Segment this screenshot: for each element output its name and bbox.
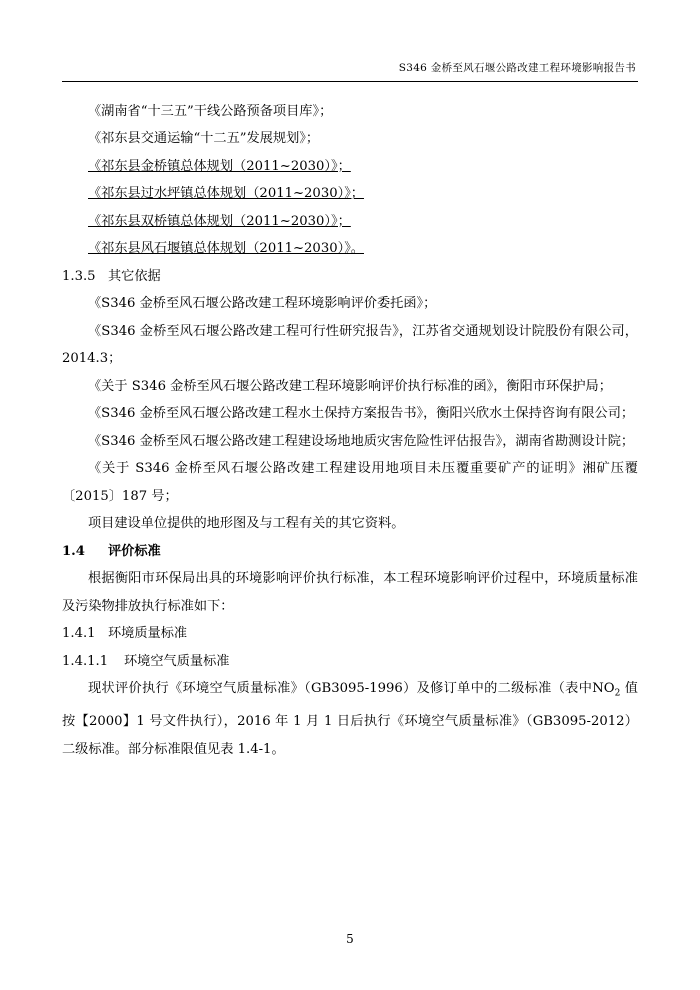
list-item-underlined-text: 《祁东县风石堰镇总体规划（2011~2030）》。 <box>88 241 364 257</box>
paragraph: 《S346 金桥至风石堰公路改建工程水土保持方案报告书》，衡阳兴欣水土保持咨询有限公司； <box>88 406 635 422</box>
list-item <box>62 235 638 263</box>
section-number: 1.4.1 <box>62 626 96 642</box>
section-title: 评价标准 <box>108 543 161 559</box>
paragraph <box>62 675 638 763</box>
paragraph: 根据衡阳市环保局出具的环境影响评价执行标准，本工程环境影响评价过程中，环境质量标准及污染物排放执行标准如下： <box>62 571 638 614</box>
header-divider <box>62 81 638 82</box>
paragraph-part-2: 值按【2000】1 号文件执行），2016 年 1 月 1 日后执行《环境空气质量标准》（GB3095-2012）二级标准。部分标准限值见表 1.4-1。 <box>62 681 638 757</box>
section-heading-1-4-1 <box>62 620 638 648</box>
section-number: 1.4 <box>62 543 85 559</box>
list-item <box>62 208 638 236</box>
section-title: 环境质量标准 <box>108 626 188 642</box>
paragraph: 《关于 S346 金桥至风石堰公路改建工程建设用地项目未压覆重要矿产的证明》湘矿压覆〔2015〕187 号； <box>62 461 638 504</box>
section-title: 环境空气质量标准 <box>124 653 230 669</box>
list-item <box>62 180 638 208</box>
no2-subscript: 2 <box>614 688 621 699</box>
list-item-underlined-text: 《祁东县双桥镇总体规划（2011~2030）》； <box>88 213 351 229</box>
list-item: 《祁东县交通运输“十二五”发展规划》； <box>88 131 320 147</box>
document-body <box>62 98 638 764</box>
paragraph: 《S346 金桥至风石堰公路改建工程建设场地地质灾害危险性评估报告》，湖南省勘测设计院； <box>88 433 635 449</box>
running-header <box>62 62 638 81</box>
paragraph: 《S346 金桥至风石堰公路改建工程环境影响评价委托函》； <box>88 296 437 312</box>
section-heading-1-4-1-1 <box>62 648 638 676</box>
section-title: 其它依据 <box>108 268 161 284</box>
page-footer <box>0 932 700 946</box>
no2-formula <box>592 681 621 699</box>
list-item-underlined-text: 《祁东县过水坪镇总体规划（2011~2030）》； <box>88 186 364 202</box>
paragraph: 《S346 金桥至风石堰公路改建工程可行性研究报告》，江苏省交通规划设计院股份有限公司，2014.3； <box>62 323 638 367</box>
section-heading-1-3-5 <box>62 263 638 291</box>
list-item-underlined-text: 《祁东县金桥镇总体规划（2011~2030）》； <box>88 158 351 174</box>
list-item <box>62 153 638 181</box>
section-number: 1.3.5 <box>62 268 96 284</box>
section-number: 1.4.1.1 <box>62 653 109 669</box>
section-heading-1-4 <box>62 538 638 566</box>
paragraph-part-1: 现状评价执行《环境空气质量标准》（GB3095-1996）及修订单中的二级标准（表中 <box>88 681 593 697</box>
no2-prefix: NO <box>592 681 615 697</box>
running-header-text: S346 金桥至风石堰公路改建工程环境影响报告书 <box>398 62 636 74</box>
list-item: 《湖南省“十三五”干线公路预备项目库》； <box>88 103 333 119</box>
paragraph: 《关于 S346 金桥至风石堰公路改建工程环境影响评价执行标准的函》，衡阳市环保护局； <box>88 378 612 394</box>
page-number: 5 <box>346 932 354 946</box>
paragraph: 项目建设单位提供的地形图及与工程有关的其它资料。 <box>88 516 405 532</box>
